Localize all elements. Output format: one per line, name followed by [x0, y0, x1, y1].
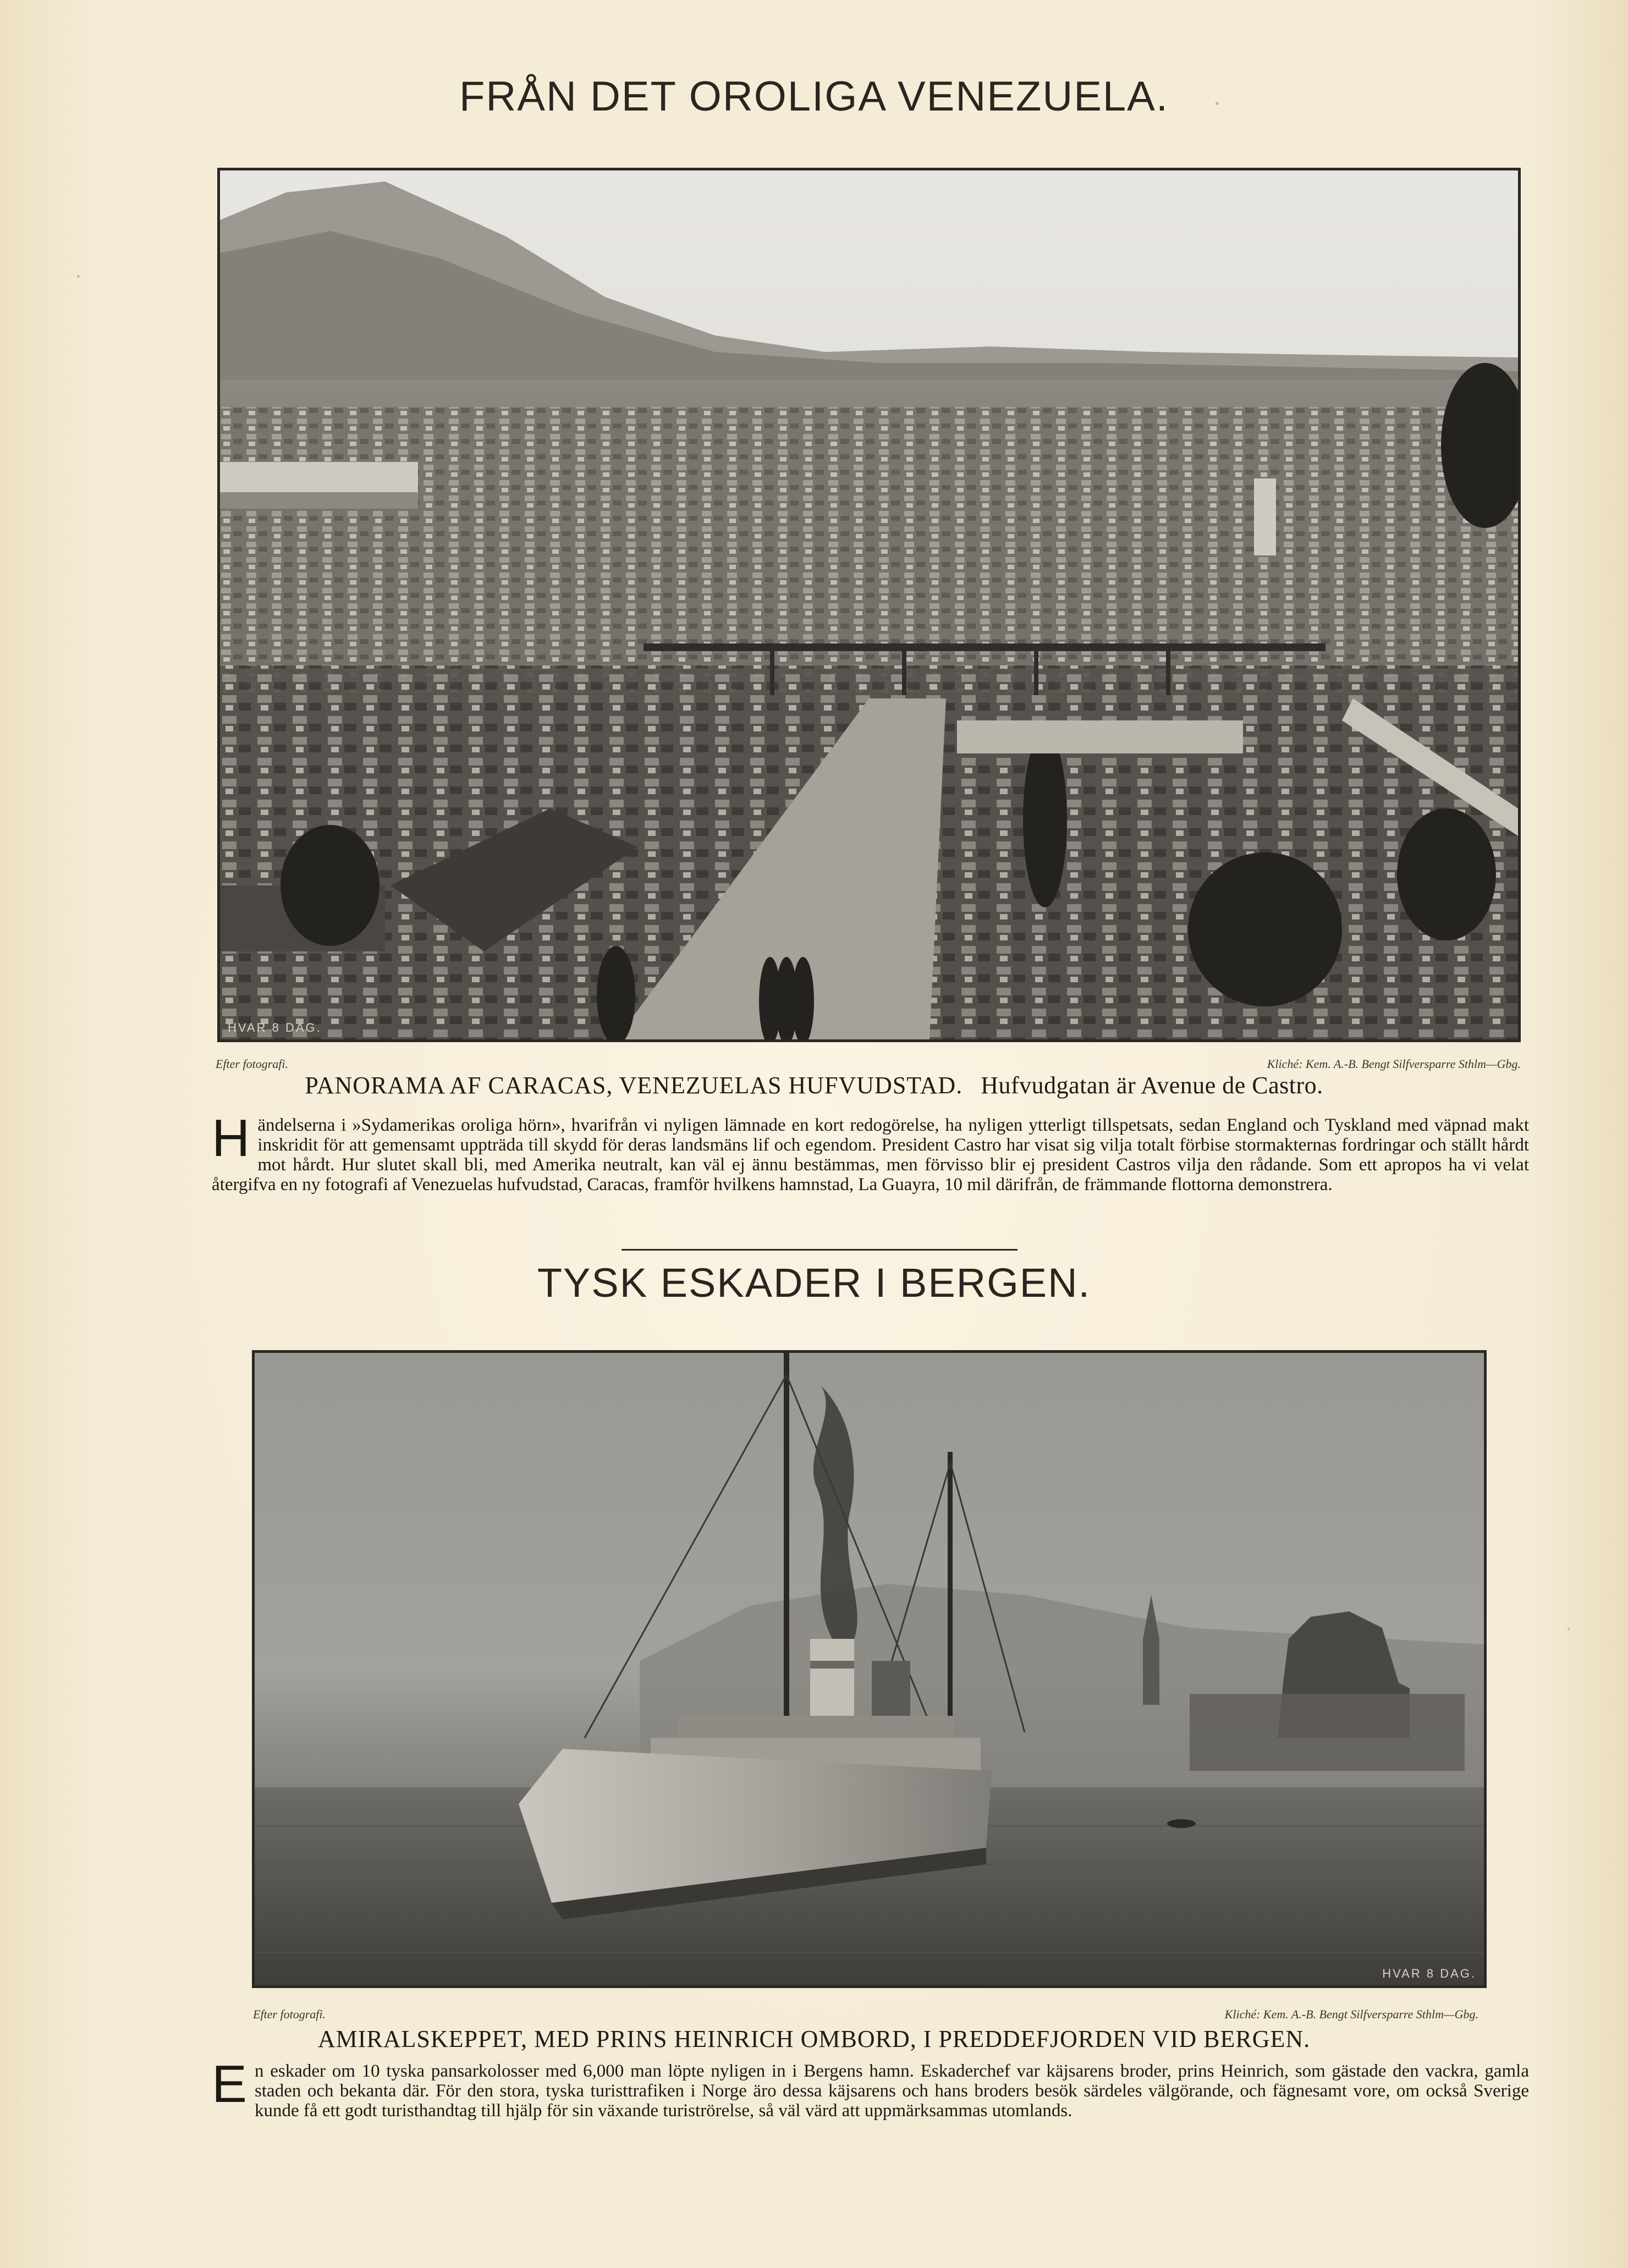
photo-credit-left: Efter fotografi. — [216, 1057, 288, 1071]
flagship-photo-image — [255, 1353, 1484, 1985]
article-body-text: ändelserna i »Sydamerikas oroliga hörn», hvarifrån vi nyligen lämnade en kort redogörelse, ha nyligen ytterligt tillspetsats, sedan England och Tyskland med väpnad makt inskridit för att gemensamt uppträda till skydd för deras landsmäns lif och egendom. President Castro har visat sig vilja totalt förbise stormakternas fordringar och ställt hårdt mot hårdt. Hur slutet skall bli, med Amerika neutralt, kan väl ej ännu bestämmas, men förvisso blir ej president Castros vilja den rådande. Som ett apropos ha vi velat återgifva en ny fotografi af Venezuelas hufvudstad, Caracas, framför hvilkens hamnstad, La Guayra, 10 mil därifrån, de främmande flottorna demonstrera. — [212, 1115, 1529, 1194]
article-title-bergen: TYSK ESKADER I BERGEN. — [537, 1260, 1091, 1306]
dropcap: H — [212, 1109, 250, 1168]
caption-sub: Hufvudgatan är Avenue de Castro. — [981, 1072, 1323, 1099]
article-body-bergen — [212, 2055, 1529, 2121]
photo-caption-caracas — [0, 1071, 1628, 1099]
photo-credit-right: Kliché: Kem. A.-B. Bengt Silfversparre Sthlm—Gbg. — [1224, 2007, 1478, 2021]
photo-watermark: HVAR 8 DAG. — [228, 1021, 322, 1034]
photo-credit-left: Efter fotografi. — [253, 2007, 326, 2021]
article-title-venezuela: FRÅN DET OROLIGA VENEZUELA. — [459, 73, 1169, 120]
article-body-venezuela — [212, 1109, 1529, 1194]
caption-main: PANORAMA AF CARACAS, VENEZUELAS HUFVUDSTAD. — [305, 1072, 963, 1099]
section-divider — [622, 1249, 1018, 1251]
paper-speck — [1568, 1628, 1570, 1630]
flagship-photo — [252, 1350, 1487, 1988]
caracas-photo-image — [220, 170, 1518, 1039]
photo-credit-right: Kliché: Kem. A.-B. Bengt Silfversparre Sthlm—Gbg. — [1267, 1057, 1521, 1071]
photo-caption-flagship: AMIRALSKEPPET, MED PRINS HEINRICH OMBORD, I PREDDEFJORDEN VID BERGEN. — [317, 2025, 1311, 2052]
dropcap: E — [212, 2055, 248, 2113]
article-body-text: n eskader om 10 tyska pansarkolosser med 6,000 man löpte nyligen in i Bergens hamn. Eskaderchef var käjsarens broder, prins Heinrich, som gästade den vackra, gamla staden och bekanta där. För den stora, tyska turisttrafiken i Norge äro dessa käjsarens och hans broders besök särdeles välgörande, och fägnesamt vore, om också Sverige kunde få ett godt turisthandtag till hjälp för sin växande turiströrelse, så väl värd att uppmärksammas utomlands. — [255, 2061, 1529, 2121]
caracas-panorama-photo — [217, 168, 1521, 1042]
paper-speck — [77, 275, 80, 278]
photo-watermark: HVAR 8 DAG. — [1382, 1967, 1476, 1980]
